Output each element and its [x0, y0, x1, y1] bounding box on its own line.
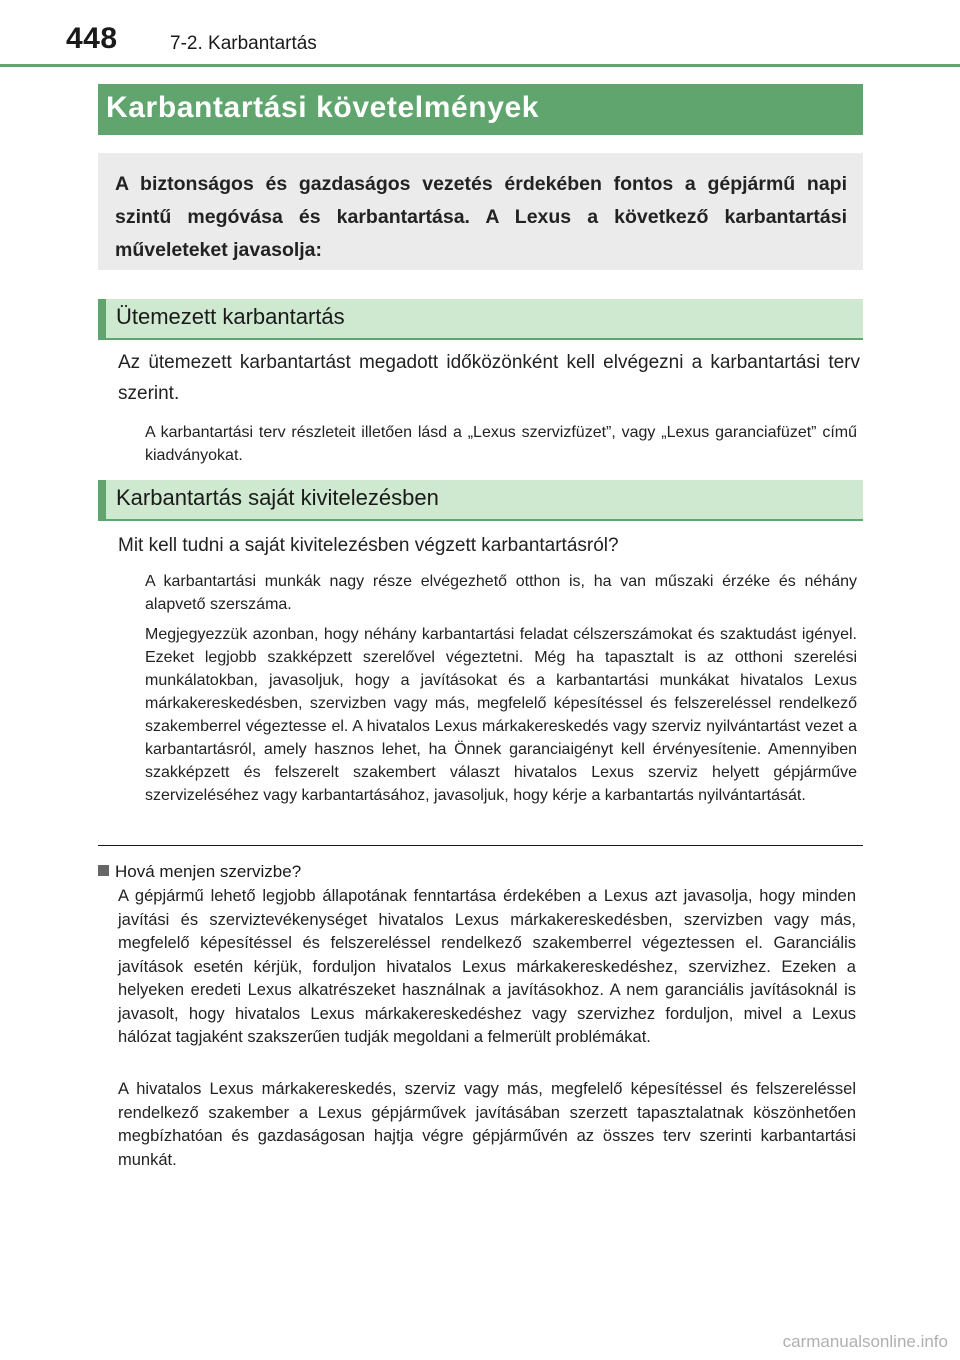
diy-note-2: Megjegyezzük azonban, hogy néhány karbantartási feladat célszerszámokat és szaktudást igényel. Ezeket legjobb szakképzett szerelővel végeztetni. Még ha tapasztalt is az otthoni szerelési munkálatokban, javasoljuk, hogy a javításokat és a karbantartási munkákat hivatalos Lexus márkakereskedésben, szervizben vagy más, megfelelő képesítéssel és felszereléssel rendelkező szakemberrel végeztesse el. A hivatalos Lexus márkakereskedés vagy szerviz nyilvántartást vezet a karbantartásról, amely hasznos lehet, ha Önnek garanciaigényt kell érvényesítenie. Amennyiben szakképzett és felszerelt szakembert választ hivatalos Lexus szerviz helyett gépjárműve szervizeléséhez vagy karbantartásához, javasoljuk, hogy kérje a karbantartás nyilvántartását. [145, 626, 857, 804]
subheading-scheduled [98, 299, 863, 340]
section-label: 7-2. Karbantartás [170, 33, 317, 54]
intro-text: A biztonságos és gazdaságos vezetés érdekében fontos a gépjármű napi szintű megóvása és karbantartása. A Lexus a következő karbantartási műveleteket javasolja: [115, 173, 847, 261]
subheading-diy-label: Karbantartás saját kivitelezésben [116, 485, 439, 510]
qa-answer-2: A hivatalos Lexus márkakereskedés, szerviz vagy más, megfelelő képesítéssel és felszereléssel rendelkező szakember a Lexus gépjárművek javításában szerzett tapasztalatnak köszönhetően megbízhatóan és gazdaságosan hajtja végre gépjárművén az összes terv szerinti karbantartási munkát. [118, 1080, 856, 1169]
page-title: Karbantartási követelmények [106, 91, 540, 124]
scheduled-lead: Az ütemezett karbantartást megadott időközönként kell elvégezni a karbantartási terv szerint. [118, 352, 860, 404]
watermark: carmanualsonline.info [782, 1332, 948, 1351]
diy-lead: Mit kell tudni a saját kivitelezésben végzett karbantartásról? [118, 535, 619, 556]
scheduled-note: A karbantartási terv részleteit illetően lásd a „Lexus szervizfüzet”, vagy „Lexus garanciafüzet” című kiadványokat. [145, 424, 857, 464]
square-bullet-icon [98, 865, 109, 876]
intro-box [98, 153, 863, 270]
subheading-diy [98, 480, 863, 521]
qa-question: Hová menjen szervizbe? [115, 862, 302, 881]
header-divider [0, 64, 960, 67]
title-bar [98, 84, 863, 135]
qa-answer-1: A gépjármű lehető legjobb állapotának fenntartása érdekében a Lexus azt javasolja, hogy minden javítási és szerviztevékenységet hivatalos Lexus márkakereskedésben, szervizben vagy más, megfelelő képesítéssel és felszereléssel rendelkező szakemberrel végeztessen el. Garanciális javítások esetén kérjük, forduljon hivatalos Lexus márkakereskedéshez, szervizhez. Ezeken a helyeken eredeti Lexus alkatrészeket használnak a javításokhoz. A nem garanciális javításoknál is javasolt, hogy hivatalos Lexus márkakereskedéshez vagy szervizhez forduljon, mivel a Lexus hálózat tagjaként szakszerűen tudják megoldani a felmerült problémákat. [118, 887, 856, 1046]
section-divider [98, 845, 863, 846]
page-number: 448 [66, 22, 118, 55]
page-header [0, 0, 960, 68]
diy-note-1: A karbantartási munkák nagy része elvégezhető otthon is, ha van műszaki érzéke és néhány alapvető szerszáma. [145, 573, 857, 613]
subheading-scheduled-label: Ütemezett karbantartás [116, 304, 345, 329]
qa-heading [98, 862, 301, 882]
